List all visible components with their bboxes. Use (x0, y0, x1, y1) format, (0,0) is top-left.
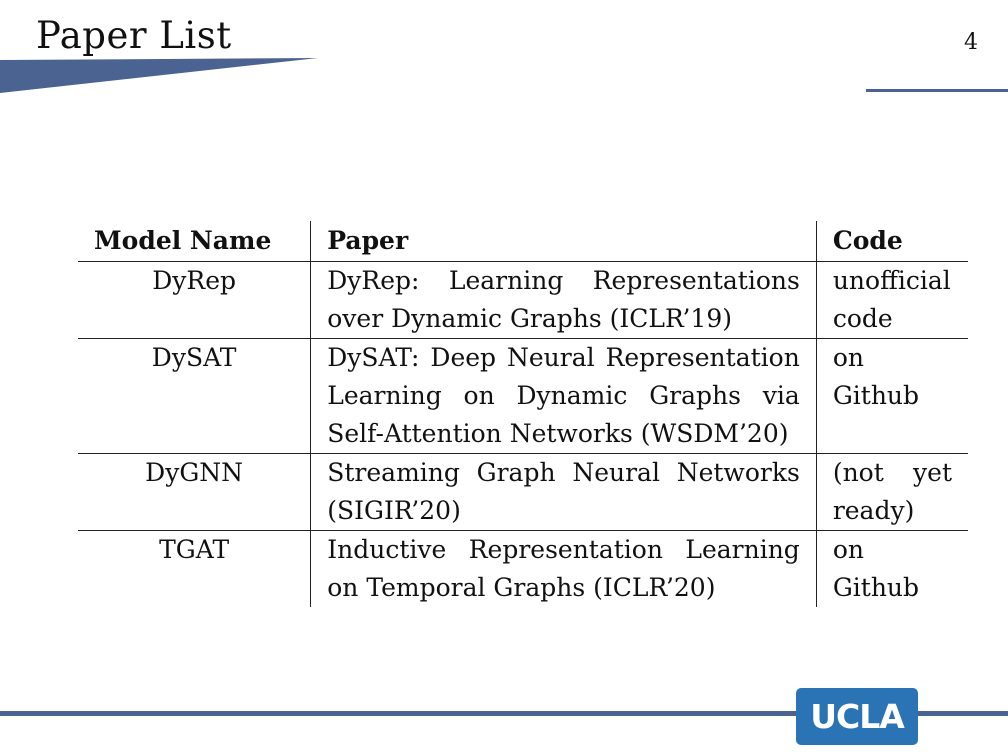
model-name-cell: TGAT (78, 531, 311, 608)
slide-title: Paper List (36, 14, 232, 57)
table-row (78, 339, 968, 454)
code-cell: on Github (816, 339, 968, 454)
code-cell: (not yet ready) (816, 454, 968, 531)
header-paper: Paper (311, 221, 817, 262)
ucla-logo: UCLA (796, 688, 918, 745)
table-row (78, 531, 968, 608)
paper-cell: Inductive Representation Learning on Temporal Graphs (ICLR’20) (311, 531, 817, 608)
page-number: 4 (964, 30, 978, 55)
table-header-row (78, 221, 968, 262)
code-cell: unofficial code (816, 262, 968, 339)
model-name-cell: DySAT (78, 339, 311, 454)
header-rule (866, 89, 1008, 92)
paper-table (78, 221, 968, 607)
model-name-cell: DyRep (78, 262, 311, 339)
model-name-cell: DyGNN (78, 454, 311, 531)
paper-cell: Streaming Graph Neural Networks (SIGIR’20) (311, 454, 817, 531)
paper-cell: DyRep: Learning Representations over Dynamic Graphs (ICLR’19) (311, 262, 817, 339)
header-model-name: Model Name (78, 221, 311, 262)
table-row (78, 454, 968, 531)
header-code: Code (816, 221, 968, 262)
table-row (78, 262, 968, 339)
paper-cell: DySAT: Deep Neural Representation Learning on Dynamic Graphs via Self-Attention Networks (WSDM’20) (311, 339, 817, 454)
code-cell: on Github (832, 535, 920, 602)
